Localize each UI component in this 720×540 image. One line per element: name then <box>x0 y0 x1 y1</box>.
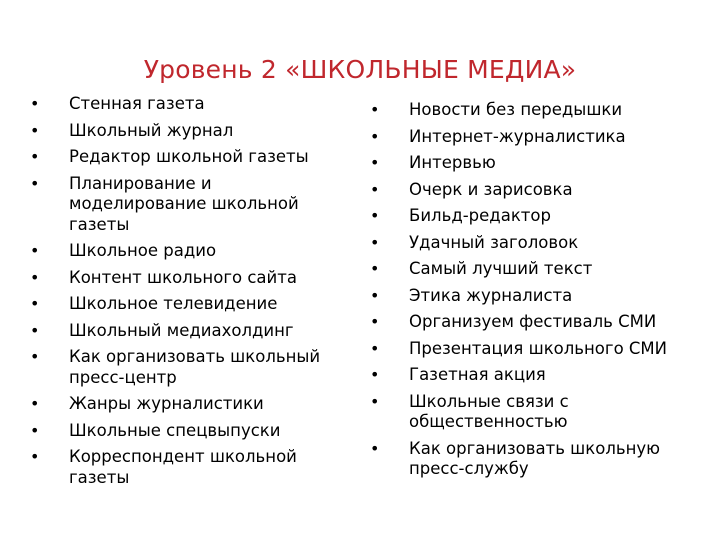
list-item <box>370 206 705 227</box>
bullet-icon: • <box>30 120 40 140</box>
list-item <box>370 233 705 254</box>
list-item <box>370 392 705 433</box>
bullet-icon: • <box>370 179 380 199</box>
list-item-label: Газетная акция <box>409 365 546 384</box>
list-item <box>30 94 350 115</box>
list-item-label: Школьное телевидение <box>69 294 278 313</box>
list-item <box>370 127 705 148</box>
list-item-label: Удачный заголовок <box>409 232 579 252</box>
list-item <box>370 259 705 280</box>
bullet-icon: • <box>30 147 40 166</box>
list-item <box>370 312 705 333</box>
list-item-label: Редактор школьной газеты <box>69 147 309 166</box>
list-item-label: Как организовать школьную пресс-службу <box>409 438 661 478</box>
list-item <box>30 241 350 262</box>
bullet-icon: • <box>370 232 380 252</box>
list-item-label: Бильд-редактор <box>409 206 551 225</box>
list-item <box>30 321 350 342</box>
slide-title: Уровень 2 «ШКОЛЬНЫЕ МЕДИА» <box>143 54 577 84</box>
bullet-icon: • <box>30 420 40 440</box>
list-item <box>30 347 350 388</box>
list-item <box>370 339 705 360</box>
bullet-icon: • <box>370 391 380 411</box>
list-item-label: Очерк и зарисовка <box>409 179 573 199</box>
bullet-icon: • <box>370 365 380 384</box>
list-item-label: Планирование и моделирование школьной газеты <box>69 173 299 234</box>
list-item <box>30 447 350 488</box>
list-item-label: Самый лучший текст <box>409 259 593 278</box>
list-item <box>30 121 350 142</box>
list-item <box>370 286 705 307</box>
list-item-label: Школьный журнал <box>69 120 234 140</box>
left-topic-list <box>30 94 350 494</box>
list-item-label: Новости без передышки <box>409 100 623 119</box>
bullet-icon: • <box>370 259 380 278</box>
list-item <box>370 365 705 386</box>
list-item-label: Как организовать школьный пресс-центр <box>69 347 321 387</box>
list-item <box>370 180 705 201</box>
bullet-icon: • <box>30 241 40 260</box>
list-item-label: Контент школьного сайта <box>69 267 297 287</box>
list-item-label: Презентация школьного СМИ <box>409 338 668 358</box>
bullet-icon: • <box>30 447 40 466</box>
list-item-label: Интернет-журналистика <box>409 126 626 146</box>
list-item <box>30 147 350 168</box>
bullet-icon: • <box>30 267 40 287</box>
list-item-label: Школьное радио <box>69 241 217 260</box>
bullet-icon: • <box>30 94 40 113</box>
list-item-label: Этика журналиста <box>409 285 573 305</box>
list-item <box>370 153 705 174</box>
bullet-icon: • <box>370 312 380 331</box>
list-item <box>30 268 350 289</box>
list-item <box>370 100 705 121</box>
bullet-icon: • <box>370 285 380 305</box>
list-item <box>370 439 705 480</box>
bullet-icon: • <box>30 173 40 193</box>
bullet-icon: • <box>30 347 40 366</box>
bullet-icon: • <box>370 153 380 172</box>
list-item-label: Школьные связи с общественностью <box>409 391 569 431</box>
list-item <box>30 394 350 415</box>
list-item-label: Организуем фестиваль СМИ <box>409 312 657 331</box>
list-item-label: Интервью <box>409 153 496 172</box>
bullet-icon: • <box>30 294 40 313</box>
list-item <box>30 294 350 315</box>
list-item-label: Школьный медиахолдинг <box>69 320 294 340</box>
bullet-icon: • <box>30 394 40 413</box>
list-item-label: Школьные спецвыпуски <box>69 420 281 440</box>
list-item-label: Жанры журналистики <box>69 394 264 413</box>
bullet-icon: • <box>370 126 380 146</box>
bullet-icon: • <box>370 100 380 119</box>
bullet-icon: • <box>30 320 40 340</box>
list-item <box>30 174 350 236</box>
bullet-icon: • <box>370 438 380 458</box>
bullet-icon: • <box>370 206 380 225</box>
list-item-label: Корреспондент школьной газеты <box>69 447 297 487</box>
right-topic-list <box>370 100 705 486</box>
list-item-label: Стенная газета <box>69 94 205 113</box>
bullet-icon: • <box>370 338 380 358</box>
list-item <box>30 421 350 442</box>
